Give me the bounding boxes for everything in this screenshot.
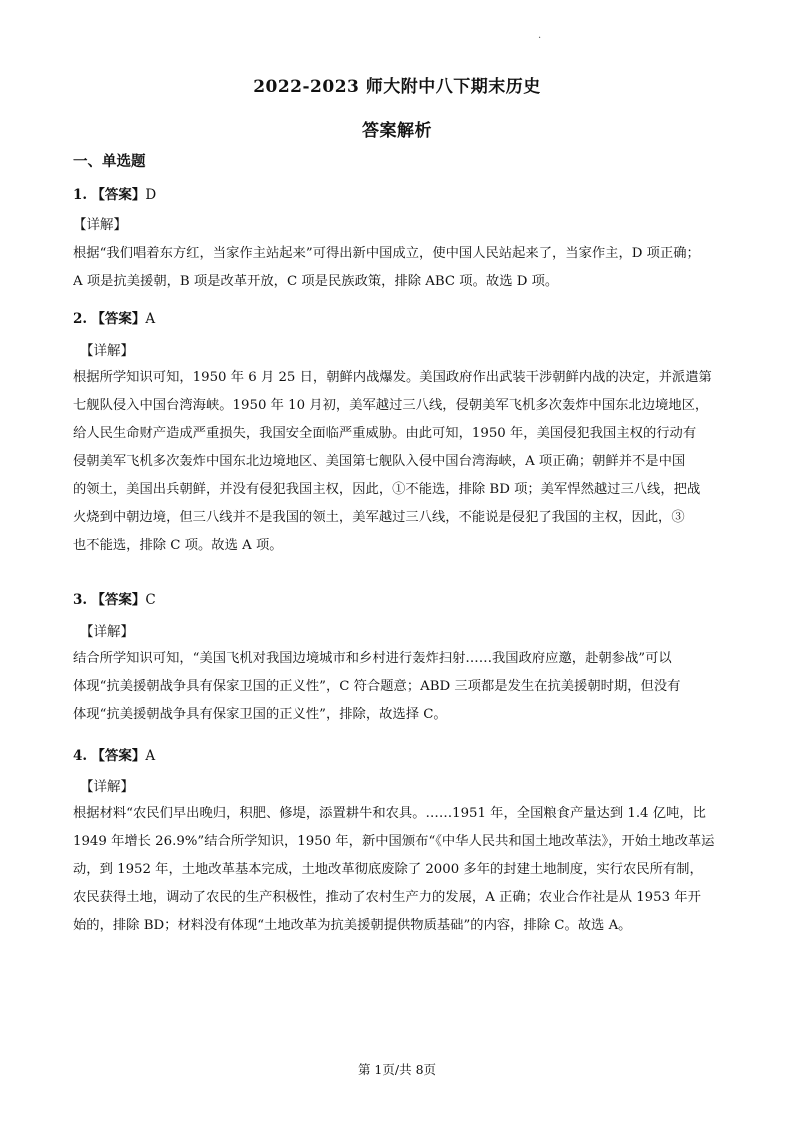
explanation-line: A 项是抗美援朝，B 项是改革开放，C 项是民族政策，排除 ABC 项。故选 D 项。 [73,274,559,289]
explanation-line: 农民获得土地，调动了农民的生产积极性，推动了农村生产力的发展，A 正确；农业合作社是从 1953 年开 [73,890,701,905]
question-2-detail-label: 【详解】 [80,343,134,359]
question-3-answer [73,588,156,608]
question-4-answer [73,744,155,764]
question-1-detail-label: 【详解】 [73,217,127,233]
explanation-line: 根据所学知识可知，1950 年 6 月 25 日，朝鲜内战爆发。美国政府作出武装干涉朝鲜内战的决定，并派遣第 [73,370,712,385]
question-number: 4. [73,748,88,764]
question-3-detail-label: 【详解】 [80,624,134,640]
explanation-line: 根据材料“农民们早出晚归，积肥、修堤，添置耕牛和农具。……1951 年，全国粮食产量达到 1.4 亿吨，比 [73,806,706,821]
answer-label: 【答案】 [91,592,146,608]
question-number: 1. [73,187,88,203]
answer-value: A [145,311,156,327]
answer-value: A [145,748,156,764]
question-2-answer [73,307,155,327]
explanation-line: 侵朝美军飞机多次轰炸中国东北边境地区、美国第七舰队入侵中国台湾海峡，A 项正确；朝鲜并不是中国 [73,454,686,469]
explanation-line: 的领土，美国出兵朝鲜，并没有侵犯我国主权，因此，①不能选，排除 BD 项；美军悍然越过三八线，把战 [73,482,701,497]
explanation-line: 体现“抗美援朝战争具有保家卫国的正义性”，C 符合题意；ABD 三项都是发生在抗美援朝时期，但没有 [73,679,681,694]
question-1-answer [73,183,156,203]
explanation-line: 也不能选，排除 C 项。故选 A 项。 [73,538,283,553]
answer-label: 【答案】 [91,187,146,203]
question-4-detail-label: 【详解】 [80,779,134,795]
answer-value: D [145,187,157,203]
explanation-line: 七舰队侵入中国台湾海峡。1950 年 10 月初，美军越过三八线，侵朝美军飞机多次轰炸中国东北边境地区， [73,398,709,413]
corner-mark: . [538,30,542,41]
page-number: 第 1页/共 8页 [357,1062,437,1077]
answer-value: C [145,592,156,608]
document-title: 2022-2023 师大附中八下期末历史 [253,77,541,97]
explanation-line: 火烧到中朝边境，但三八线并不是我国的领土，美军越过三八线，不能说是侵犯了我国的主权，因此，③ [73,510,685,525]
question-1-explanation [73,240,723,296]
explanation-line: 体现“抗美援朝战争具有保家卫国的正义性”，排除，故选择 C。 [73,707,447,722]
section-heading: 一、单选题 [73,153,146,170]
question-2-explanation [73,364,723,560]
explanation-line: 结合所学知识可知，“美国飞机对我国边境城市和乡村进行轰炸扫射……我国政府应邀，赴朝参战”可以 [73,651,672,666]
explanation-line: 根据“我们唱着东方红，当家作主站起来”可得出新中国成立，使中国人民站起来了，当家作主，D 项正确； [73,246,700,261]
question-4-explanation [73,800,723,940]
question-3-explanation [73,645,723,729]
explanation-line: 始的，排除 BD；材料没有体现“土地改革为抗美援朝提供物质基础”的内容，排除 C。故选 A。 [73,918,632,933]
document-subtitle: 答案解析 [362,121,432,141]
explanation-line: 1949 年增长 26.9%”结合所学知识，1950 年，新中国颁布“《中华人民共和国土地改革法》，开始土地改革运 [73,834,715,849]
answer-label: 【答案】 [91,748,146,764]
question-number: 3. [73,592,88,608]
answer-label: 【答案】 [91,311,146,327]
question-number: 2. [73,311,88,327]
explanation-line: 给人民生命财产造成严重损失，我国安全面临严重威胁。由此可知，1950 年，美国侵犯我国主权的行动有 [73,426,697,441]
explanation-line: 动，到 1952 年，土地改革基本完成，土地改革彻底废除了 2000 多年的封建土地制度，实行农民所有制， [73,862,703,877]
